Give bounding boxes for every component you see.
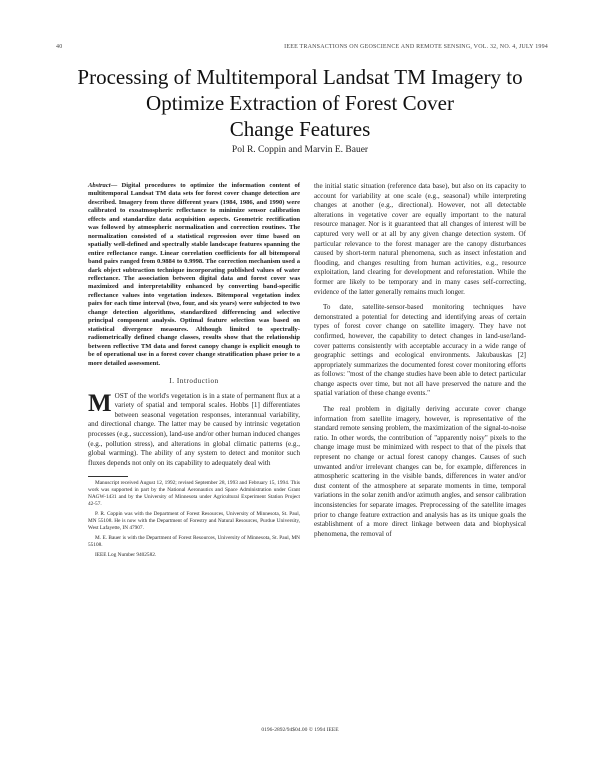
abstract-lead: Abstract [88, 182, 111, 189]
footnote-coppin: P. R. Coppin was with the Department of Forest Resources, University of Minnesota, St. Paul, MN 55108. He is now with the Department of Forestry and Natural Resources, Purdue University, West Lafayette, IN 47907. [88, 511, 300, 532]
footnote-divider [88, 476, 128, 477]
running-head [56, 44, 548, 54]
title-line-1: Processing of Multitemporal Landsat TM Imagery to [77, 65, 523, 89]
right-paragraph-2: To date, satellite-sensor-based monitoring techniques have demonstrated a potential for detecting and identifying areas of certain types of forest cover change on satellite imagery. They have not confirmed, however, the capability to detect changes in land-use/land-cover patterns consistently with acceptable accuracy in a wide range of geographic settings and ecological environments. Jakubauskas [2] appropriately summarizes the documented forest cover monitoring efforts as follows: "most of the change studies have been able to detect particular change aspects over time, but not all have preserved the nature and the spatial variation of these change events." [314, 303, 526, 398]
title-line-3: Change Features [229, 117, 371, 141]
right-paragraph-1: the initial static situation (reference data base), but also on its capacity to account for variability at one scale (e.g., seasonal) while interpreting changes at another (e.g., directional). However, not all detectable alterations in vegetative cover are equally important to the natural resource manager. Nor is it guaranteed that all changes of interest will be captured very well or at all by any given change detection system. Of particular relevance to the forest manager are the canopy disturbances caused by short-term natural phenomena, such as insect infestation and flooding, and changes resulting from human activities, e.g., resource exploitation, land clearing for development and reforestation. While the former are likely to be temporary and in many cases self-correcting, evidence of the latter generally remains much longer. [314, 182, 526, 296]
right-column [314, 182, 526, 539]
intro-first-word: OST [114, 391, 129, 400]
footnote-bauer: M. E. Bauer is with the Department of Forest Resources, University of Minnesota, St. Paul, MN 55108. [88, 535, 300, 549]
footnote-ieee-log: IEEE Log Number 9402582. [95, 552, 157, 559]
section-heading-introduction: I. Introduction [169, 376, 219, 385]
intro-text: of the world's vegetation is in a state of permanent flux at a variety of spatial and temporal scales. Hobbs [1] differentiates between seasonal vegetation responses, interannual variability, and directional change. The latter may be caused by intrinsic vegetation processes (e.g., succession), land-use and/or other human induced changes (e.g., pollution stress), and alterations in global climatic patterns (e.g., global warming). The ability of any system to detect and monitor such fluxes depends not only on its capability to adequately deal with [88, 391, 300, 467]
title-line-2: Optimize Extraction of Forest Cover [146, 91, 454, 115]
left-column [88, 182, 300, 562]
journal-header: IEEE TRANSACTIONS ON GEOSCIENCE AND REMOTE SENSING, VOL. 32, NO. 4, JULY 1994 [284, 44, 548, 50]
footnote-received: Manuscript received August 12, 1992; revised September 28, 1993 and February 15, 1994. This work was supported in part by the National Aeronautics and Space Administration under Grant NAGW-1431 and by the University of Minnesota under Agricultural Experiment Station Project 42-57. [88, 480, 300, 508]
abstract [88, 182, 300, 368]
right-paragraph-3: The real problem in digitally deriving accurate cover change information from satellite imagery, however, is representative of the standard remote sensing problem, the maximization of the signal-to-noise ratio. In other words, the contribution of "apparently noisy" pixels to the change image must be minimized with respect to that of the pixels that represent no change or actual forest canopy changes. Causes of such unwanted and/or irrelevant changes can be, for example, differences in atmospheric scattering in the visible bands, differences in water and/or dust content of the atmosphere at separate moments in time, temporal variations in the solar zenith and/or azimuth angles, and sensor calibration inconsistencies for separate images. Preprocessing of the satellite images prior to change feature extraction and analysis has as its unique goals the establishment of a more direct linkage between data and biophysical phenomena, the removal of [314, 405, 526, 538]
page-number: 40 [56, 44, 63, 50]
intro-paragraph [88, 389, 300, 469]
abstract-text: — Digital procedures to optimize the information content of multitemporal Landsat TM data sets for forest cover change detection are described. Imagery from three different years (1984, 1986, and 1990) were calibrated to exoatmospheric reflectance to minimize sensor calibration effects and standardize data acquisition aspects. Geometric rectification was followed by atmospheric normalization and correction routines. The normalization consisted of a statistical regression over time based on spatially well-defined and spectrally stable landscape features spanning the entire reflectance range. Linear correlation coefficients for all bitemporal band pairs ranged from 0.9884 to 0.9998. The correction mechanism used a dark object subtraction technique incorporating published values of water reflectance. The association between digital data and forest cover was maximized and interpretability enhanced by converting band-specific reflectance values into vegetation indexes. Bitemporal vegetation index pairs for each time interval (two, four, and six years) were subjected to two change detection algorithms, standardized differencing and selective principal component analysis. Optimal feature selection was based on statistical divergence measures. Although limited to spectrally-radiometrically defined change classes, results show that the relationship between reflective TM data and forest canopy change is explicit enough to be of operational use in a forest cover change stratification phase prior to a more detailed assessment. [88, 182, 300, 367]
paper-title [60, 64, 540, 142]
authors: Pol R. Coppin and Marvin E. Bauer [231, 145, 369, 155]
copyright-line: 0196-2892/94$04.00 © 1994 IEEE [261, 727, 339, 733]
drop-cap: M [88, 389, 112, 417]
footnotes [88, 480, 300, 559]
